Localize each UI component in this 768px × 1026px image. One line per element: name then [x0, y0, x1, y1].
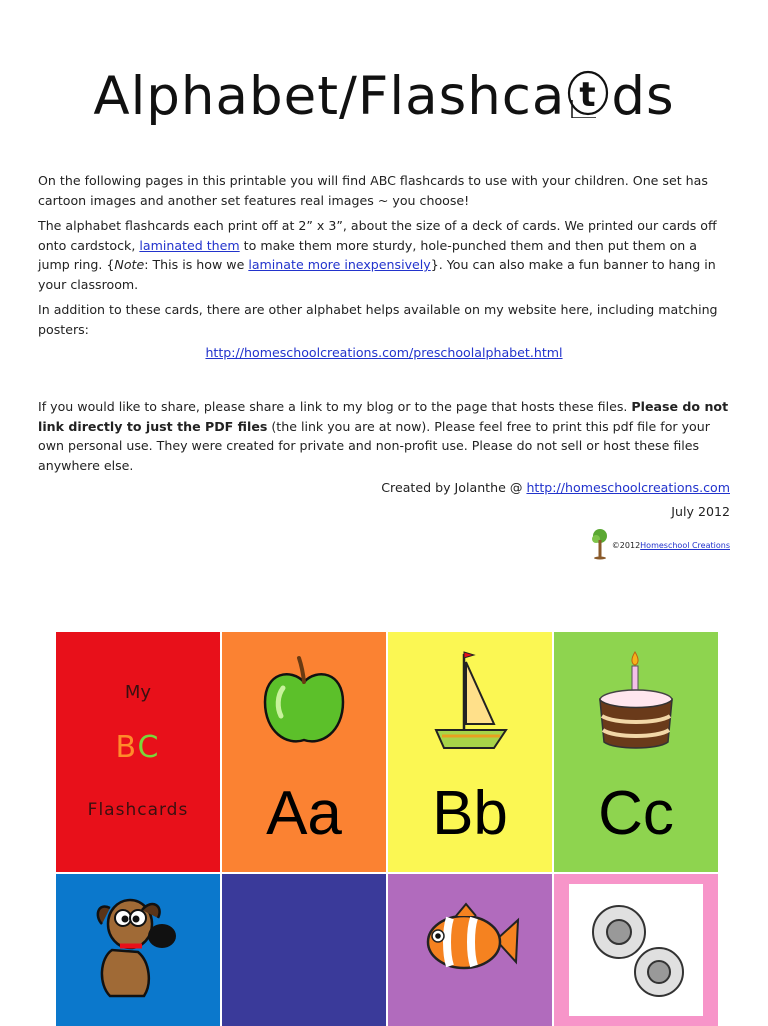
publish-date: July 2012	[671, 504, 730, 519]
card-a	[222, 632, 386, 872]
cover-bc-text	[56, 730, 220, 765]
page-title	[0, 62, 768, 132]
size-paragraph	[38, 216, 730, 294]
note-label: Note	[114, 257, 145, 272]
copyright-link[interactable]: Homeschool Creations	[640, 540, 730, 550]
size-text-c: : This is how we	[144, 257, 249, 272]
share-text-b: (the link you are at now). Please feel free to print this pdf file for your own personal use. They were created for private and non-profit use. Please do not sell or host these files anywhere else.	[38, 418, 710, 473]
card-c-letter: Cc	[598, 779, 674, 848]
cake-icon	[594, 650, 678, 756]
fish-icon	[420, 900, 520, 984]
title-part-2: ds	[611, 66, 675, 127]
copyright-symbol: ©2012	[611, 540, 641, 550]
created-by-label: Created by Jolanthe @	[381, 480, 527, 495]
dog-icon	[90, 888, 186, 1006]
size-text-a: The alphabet flashcards each print off at 2” x 3”, about the size of a deck of cards. We printed our cards off onto cardstock,	[38, 218, 717, 253]
svg-text:t: t	[579, 75, 598, 115]
gears-icon	[569, 884, 703, 1016]
apple-icon	[261, 654, 347, 750]
card-g	[554, 874, 718, 1026]
share-text-a: If you would like to share, please share a link to my blog or to the page that hosts these files.	[38, 399, 632, 414]
size-text	[38, 216, 730, 294]
card-f	[388, 874, 552, 1026]
helps-paragraph	[38, 300, 730, 339]
card-b	[388, 632, 552, 872]
card-b-letter: Bb	[432, 779, 508, 848]
sailboat-icon	[430, 646, 510, 756]
cover-my-text: My	[124, 682, 152, 703]
flashcard-grid	[56, 632, 718, 1024]
size-text-b: to make them more sturdy, hole-punched them and then put them on a jump ring. {	[38, 237, 697, 272]
laminated-link[interactable]: laminated them	[139, 237, 240, 253]
preschool-alphabet-link[interactable]: http://homeschoolcreations.com/preschoolalphabet.html	[205, 345, 563, 360]
card-c	[554, 632, 718, 872]
copyright-notice	[590, 528, 730, 562]
title-part-1: Alphabet/Flashca	[93, 66, 566, 127]
size-text-d: }. You can also make a fun banner to hang in your classroom.	[38, 257, 716, 292]
homeschool-creations-link[interactable]: http://homeschoolcreations.com	[526, 480, 730, 495]
card-e	[222, 874, 386, 1026]
gears-image	[569, 884, 703, 1016]
cover-card	[56, 632, 220, 872]
card-d	[56, 874, 220, 1026]
cover-b: B	[115, 730, 138, 765]
cover-flashcards-text: Flashcards	[87, 800, 189, 820]
title-ring-letter	[566, 66, 610, 118]
intro-paragraph	[38, 171, 730, 210]
share-text	[38, 397, 730, 475]
share-paragraph	[38, 397, 730, 475]
posters-link-line	[0, 345, 768, 360]
intro-text: On the following pages in this printable you will find ABC flashcards to use with your children. One set has cartoon images and another set features real images ~ you choose!	[38, 173, 708, 208]
share-warning: Please do not link directly to just the PDF files	[38, 399, 729, 434]
laminate-inexpensively-link[interactable]: laminate more inexpensively	[248, 257, 431, 272]
cover-c: C	[137, 730, 161, 765]
helps-text: In addition to these cards, there are other alphabet helps available on my website here, including matching posters:	[38, 302, 718, 337]
card-a-letter: Aa	[266, 779, 342, 848]
created-by	[381, 480, 730, 495]
tree-logo-icon	[590, 528, 610, 562]
